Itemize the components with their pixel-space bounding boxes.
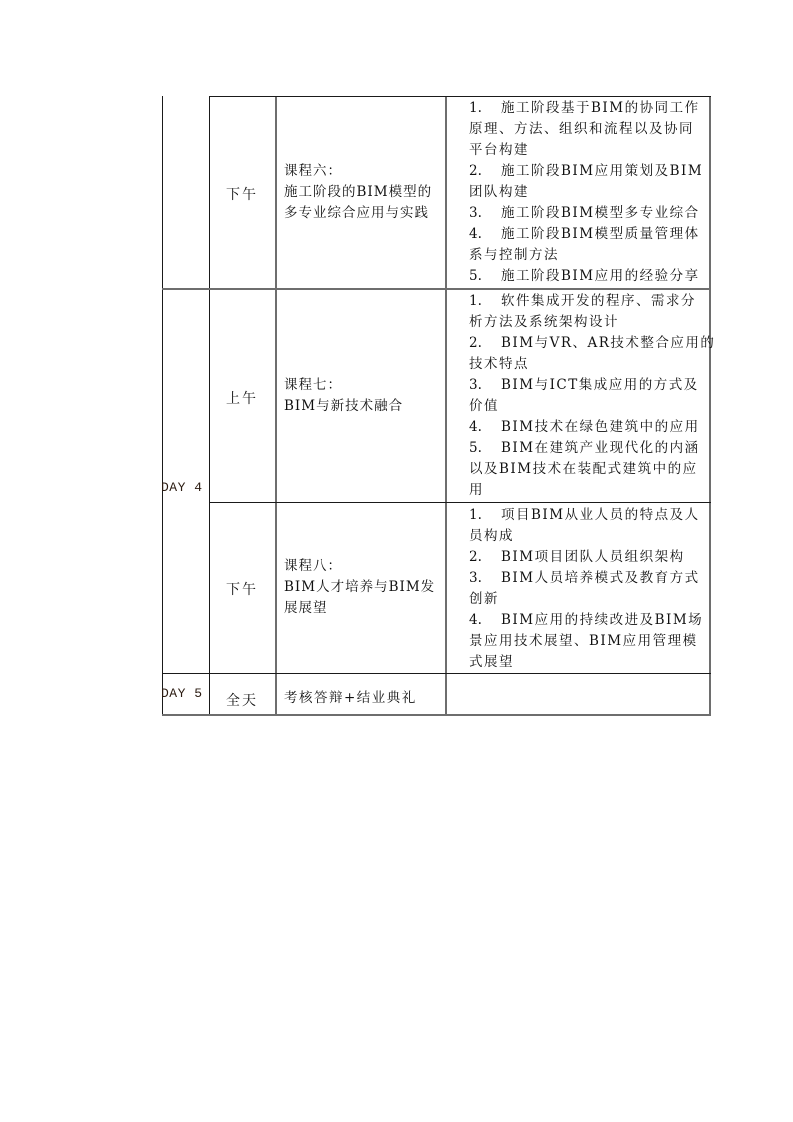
content-cell xyxy=(469,291,716,501)
course-title: 考核答辩+结业典礼 xyxy=(284,690,417,706)
content-line: 员构成 xyxy=(469,528,514,544)
row-divider-day4-day5 xyxy=(162,673,711,674)
content-line: 2. BIM与VR、AR技术整合应用的 xyxy=(469,335,716,351)
content-line: 4. BIM技术在绿色建筑中的应用 xyxy=(469,419,700,435)
content-line: 3. 施工阶段BIM模型多专业综合 xyxy=(469,205,700,221)
content-line: 3. BIM与ICT集成应用的方式及 xyxy=(469,377,699,393)
content-line: 原理、方法、组织和流程以及协同 xyxy=(469,121,694,137)
content-line: 5. 施工阶段BIM应用的经验分享 xyxy=(469,268,700,284)
content-line: 技术特点 xyxy=(469,356,529,372)
time-cell: 下午 xyxy=(226,187,258,203)
course-title: 课程八： xyxy=(284,558,342,574)
course-name-line: 施工阶段的BIM模型的 xyxy=(284,184,433,200)
content-line: 2. BIM项目团队人员组织架构 xyxy=(469,549,685,565)
course-cell xyxy=(284,556,444,619)
table-border-left xyxy=(162,96,163,716)
content-cell xyxy=(469,98,709,287)
course-name-line: 展展望 xyxy=(284,600,328,616)
row-top-border xyxy=(209,96,711,97)
content-line: 2. 施工阶段BIM应用策划及BIM xyxy=(469,163,704,179)
content-line: 系与控制方法 xyxy=(469,247,559,263)
course-name-line: BIM人才培养与BIM发 xyxy=(284,579,436,595)
content-line: 4. 施工阶段BIM模型质量管理体 xyxy=(469,226,700,242)
content-line: 价值 xyxy=(469,398,499,414)
content-line: 用 xyxy=(469,482,484,498)
content-line: 5. BIM在建筑产业现代化的内涵 xyxy=(469,440,700,456)
content-line: 析方法及系统架构设计 xyxy=(469,314,619,330)
content-line: 3. BIM人员培养模式及教育方式 xyxy=(469,570,700,586)
content-line: 1. 软件集成开发的程序、需求分 xyxy=(469,293,696,309)
day-cell: DAY 5 xyxy=(161,686,203,701)
content-line: 4. BIM应用的持续改进及BIM场 xyxy=(469,612,704,628)
content-line: 1. 施工阶段基于BIM的协同工作 xyxy=(469,100,700,116)
col-divider-course-content xyxy=(445,96,447,716)
course-title: 课程六： xyxy=(284,163,342,179)
course-cell xyxy=(284,161,444,224)
row-divider-day3-day4 xyxy=(162,288,711,290)
content-line: 以及BIM技术在装配式建筑中的应 xyxy=(469,461,698,477)
table-border-right xyxy=(709,96,711,716)
time-cell: 全天 xyxy=(226,693,258,709)
course-cell xyxy=(284,688,444,709)
time-cell: 下午 xyxy=(226,582,258,598)
course-name-line: BIM与新技术融合 xyxy=(284,398,404,414)
day-cell: DAY 4 xyxy=(161,480,203,495)
content-line: 创新 xyxy=(469,591,499,607)
content-cell xyxy=(469,505,709,673)
content-line: 1. 项目BIM从业人员的特点及人 xyxy=(469,507,700,523)
table-border-bottom xyxy=(162,714,711,716)
content-line: 式展望 xyxy=(469,654,514,670)
course-name-line: 多专业综合应用与实践 xyxy=(284,205,429,221)
content-line: 平台构建 xyxy=(469,142,529,158)
content-line: 团队构建 xyxy=(469,184,529,200)
row-divider-am-pm xyxy=(209,502,711,503)
content-line: 景应用技术展望、BIM应用管理模 xyxy=(469,633,698,649)
time-cell: 上午 xyxy=(226,391,258,407)
course-title: 课程七： xyxy=(284,377,342,393)
col-divider-time-course xyxy=(275,96,277,716)
course-cell xyxy=(284,375,444,417)
